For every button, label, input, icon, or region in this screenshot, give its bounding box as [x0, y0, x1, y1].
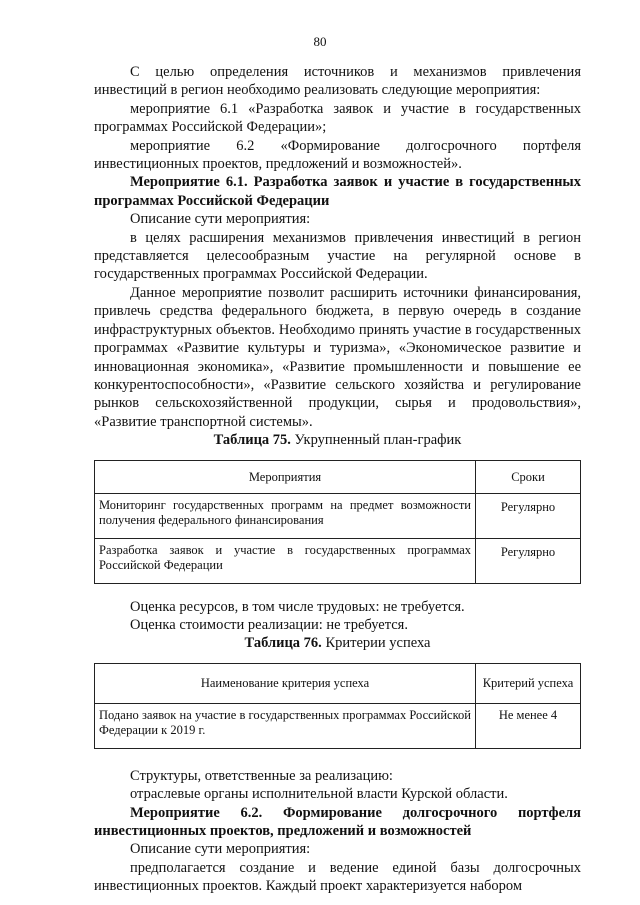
- structures-value: отраслевые органы исполнительной власти Курской области.: [130, 786, 508, 803]
- table-76-caption-number: Таблица 76.: [244, 635, 322, 652]
- intro-paragraph: С целью определения источников и механизмов привлечения инвестиций в регион необходимо реализовать следующие мероприятия:: [94, 64, 581, 99]
- table-header-cell: Сроки: [476, 460, 581, 493]
- table-76-caption-title: Критерии успеха: [321, 635, 431, 652]
- table-76-caption: [94, 634, 581, 652]
- table-row: [95, 538, 581, 583]
- document-body: [94, 63, 581, 896]
- section-6-1-essence-label: Описание сути мероприятия:: [130, 211, 311, 228]
- section-6-2-paragraph-1: предполагается создание и ведение единой базы долгосрочных инвестиционных проектов. Каждый проект характеризуется набором: [94, 859, 581, 895]
- list-item-6-2: мероприятие 6.2 «Формирование долгосрочного портфеля инвестиционных проектов, предложений и возможностей».: [94, 137, 581, 173]
- table-cell: Мониторинг государственных программ на предмет возможности получения федерального финансирования: [95, 493, 476, 538]
- table-75-caption-title: Укрупненный план-график: [290, 432, 462, 449]
- section-6-2-essence-label: Описание сути мероприятия:: [130, 841, 311, 858]
- section-6-1-heading: Мероприятие 6.1. Разработка заявок и участие в государственных программах Российской Федерации: [94, 174, 581, 209]
- table-header-cell: Мероприятия: [95, 460, 476, 493]
- section-6-1-paragraph-2: Данное мероприятие позволит расширить источники финансирования, привлечь средства федерального бюджета, в первую очередь в создание инфраструктурных объектов. Необходимо принять участие в государственных программах «Развитие культуры и туризма», «Экономическое развитие и инновационная экономика», «Развитие промышленности и повышение ее конкурентоспособности», «Развитие сельского хозяйства и регулирование рынков сельскохозяйственной продукции, сырья и продовольствия», «Развитие транспортной системы».: [94, 284, 581, 430]
- table-cell: Регулярно: [476, 493, 581, 538]
- table-75-caption: [94, 431, 581, 449]
- list-item-6-1: мероприятие 6.1 «Разработка заявок и участие в государственных программах Российской Федерации»;: [94, 100, 581, 136]
- table-header-row: [95, 460, 581, 493]
- table-cell: Разработка заявок и участие в государственных программах Российской Федерации: [95, 538, 476, 583]
- table-cell: Не менее 4: [476, 703, 581, 748]
- table-cell: Регулярно: [476, 538, 581, 583]
- table-header-row: [95, 663, 581, 703]
- cost-estimate: Оценка стоимости реализации: не требуется.: [130, 616, 408, 633]
- table-row: [95, 493, 581, 538]
- table-header-cell: Критерий успеха: [476, 663, 581, 703]
- table-75: [94, 460, 581, 584]
- table-75-caption-number: Таблица 75.: [213, 432, 291, 449]
- table-76: [94, 663, 581, 749]
- section-6-1-paragraph-1: в целях расширения механизмов привлечения инвестиций в регион представляется целесообразным участие на регулярной основе в государственных программах Российской Федерации.: [94, 229, 581, 283]
- page-number: 80: [313, 34, 327, 49]
- resources-estimate: Оценка ресурсов, в том числе трудовых: не требуется.: [130, 598, 465, 615]
- table-header-cell: Наименование критерия успеха: [95, 663, 476, 703]
- structures-label: Структуры, ответственные за реализацию:: [130, 767, 393, 784]
- section-6-2-heading: Мероприятие 6.2. Формирование долгосрочного портфеля инвестиционных проектов, предложений и возможностей: [94, 804, 581, 839]
- table-row: [95, 703, 581, 748]
- table-cell: Подано заявок на участие в государственных программах Российской Федерации к 2019 г.: [95, 703, 476, 748]
